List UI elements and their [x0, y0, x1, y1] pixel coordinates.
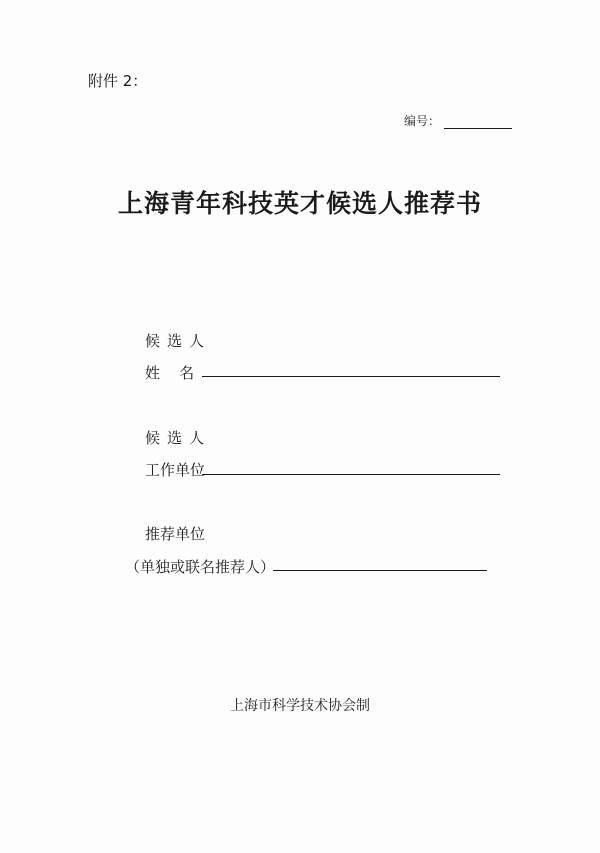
workplace-label: 工作单位 [145, 461, 206, 479]
recommender-label: 推荐单位 [145, 525, 206, 543]
issuer-label: 上海市科学技术协会制 [230, 698, 370, 714]
recommender-sublabel: （单独或联名推荐人） [125, 558, 276, 576]
serial-number-label: 编号： [404, 114, 441, 128]
name-label: 姓 名 [145, 364, 195, 382]
document-title: 上海青年科技英才候选人推荐书 [117, 189, 482, 218]
attachment-label: 附件 2： [88, 72, 148, 90]
candidate-label: 候选人 [145, 332, 212, 350]
serial-number-field [404, 112, 512, 129]
candidate-label-2: 候选人 [145, 429, 212, 447]
workplace-fill-line[interactable] [202, 474, 500, 475]
name-fill-line[interactable] [202, 376, 500, 377]
serial-number-line[interactable] [444, 116, 512, 129]
recommender-fill-line[interactable] [273, 570, 487, 571]
